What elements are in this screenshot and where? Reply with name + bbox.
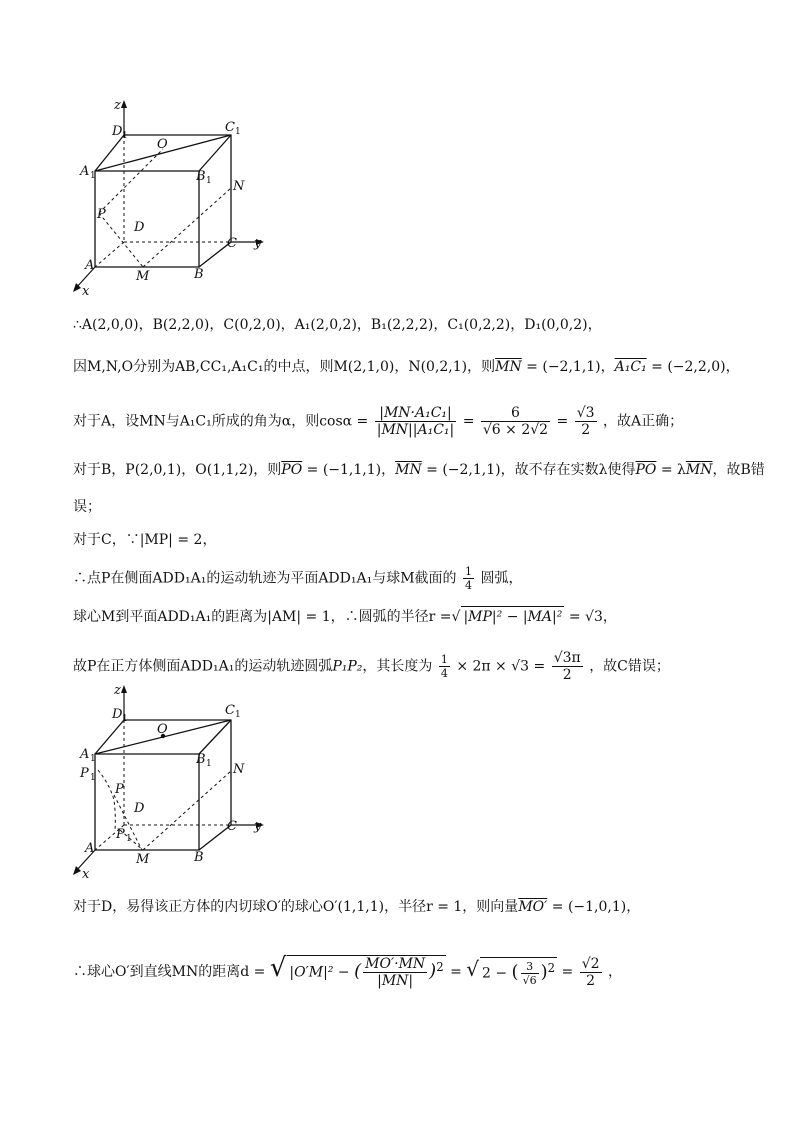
svg-text:1: 1	[122, 714, 128, 724]
svg-text:D: D	[112, 124, 123, 139]
line-trajectory: ∴点P在侧面ADD₁A₁的运动轨迹为平面ADD₁A₁与球M截面的 $\frac{1}{4}$ 圆弧，	[73, 565, 523, 592]
line-option-d: 对于D，易得该正方体的内切球O′的球心O′(1,1,1)，半径r = 1，则向量MO′ = (−1,0,1)，	[73, 899, 641, 915]
line-arc-length: 故P在正方体侧面ADD₁A₁的运动轨迹圆弧P₁P₂，其长度为 $\frac{1}{4}$ × 2π × √3 = $\frac{√3\pi}{2}$ ，故C错误；	[73, 650, 670, 683]
svg-text:1: 1	[90, 754, 96, 764]
svg-text:M: M	[136, 852, 150, 867]
svg-text:1: 1	[122, 131, 128, 141]
svg-text:1: 1	[206, 759, 212, 769]
svg-text:A: A	[80, 747, 90, 762]
line-distance: ∴球心O′到直线MN的距离d = √ |O′M|² − ( $\frac{MO'\cdot MN}{|MN|}$ )$^2$ = √ 2 − ( $\frac{3}{√6}$ )$^2$ = $\frac{√2}{2}$ ，	[73, 953, 622, 989]
svg-text:B: B	[194, 850, 204, 865]
svg-text:A: A	[80, 164, 90, 179]
svg-text:z: z	[114, 683, 121, 698]
cube-figure-1	[70, 95, 270, 300]
line-midpoints: 因M,N,O分别为AB,CC₁,A₁C₁的中点，则M(2,1,0)，N(0,2,1)，则$\overline{MN} = (-2,1,1)$，A₁C₁ = (−2,2,0)，	[73, 359, 740, 375]
svg-text:O: O	[157, 722, 168, 737]
svg-text:1: 1	[126, 834, 132, 844]
svg-text:A: A	[85, 258, 95, 273]
svg-text:D: D	[134, 220, 145, 235]
line-coordinates: ∴A(2,0,0)，B(2,2,0)，C(0,2,0)，A₁(2,0,2)，B₁(2,2,2)，C₁(0,2,2)，D₁(0,0,2)，	[73, 317, 602, 333]
label-y: y	[254, 236, 262, 251]
svg-text:N: N	[233, 179, 245, 194]
svg-text:x: x	[82, 867, 90, 882]
svg-text:1: 1	[90, 171, 96, 181]
svg-text:C: C	[227, 819, 237, 834]
cube-figure-2	[70, 680, 270, 885]
line-option-c: 对于C，∵|MP| = 2，	[73, 532, 217, 548]
svg-text:P: P	[80, 766, 89, 781]
label-z: z	[114, 98, 121, 113]
svg-text:M: M	[136, 269, 150, 284]
svg-text:B: B	[196, 169, 206, 184]
label-x: x	[82, 284, 90, 299]
svg-text:C: C	[225, 703, 235, 718]
svg-text:P: P	[97, 207, 106, 222]
line-option-b-cont: 误；	[73, 499, 101, 515]
svg-text:D: D	[112, 707, 123, 722]
svg-text:1: 1	[235, 710, 241, 720]
svg-text:B: B	[194, 267, 204, 282]
svg-text:B: B	[196, 752, 206, 767]
svg-text:O: O	[157, 137, 168, 152]
svg-text:1: 1	[90, 773, 96, 783]
svg-text:C: C	[227, 236, 237, 251]
line-radius: 球心M到平面ADD₁A₁的距离为|AM| = 1，∴圆弧的半径r =√ |MP|² − |MA|² = √3，	[73, 606, 617, 627]
svg-text:1: 1	[206, 176, 212, 186]
svg-text:P: P	[116, 827, 125, 842]
svg-text:N: N	[233, 762, 245, 777]
svg-text:y: y	[254, 819, 262, 834]
svg-text:P: P	[115, 782, 124, 797]
svg-text:D: D	[134, 801, 145, 816]
line-option-b: 对于B，P(2,0,1)，O(1,1,2)，则$\overline{PO} = (-1,1,1)$，$\overline{MN} = (-2,1,1)$，故不存在实数λ使得$\overline{PO} = \lambda\overline{MN}$，故B错	[73, 462, 765, 478]
svg-text:A: A	[85, 841, 95, 856]
line-option-a: 对于A，设MN与A₁C₁所成的角为α，则cosα = $\frac{\text{|MN·A₁C₁|}}{\text{|MN||A₁C₁|}}$ = $\frac{6}{√6 \times 2√2}$ = $\frac{√3}{2}$ ，故A正确；	[73, 405, 684, 438]
svg-text:1: 1	[235, 127, 241, 137]
svg-text:C: C	[225, 120, 235, 135]
